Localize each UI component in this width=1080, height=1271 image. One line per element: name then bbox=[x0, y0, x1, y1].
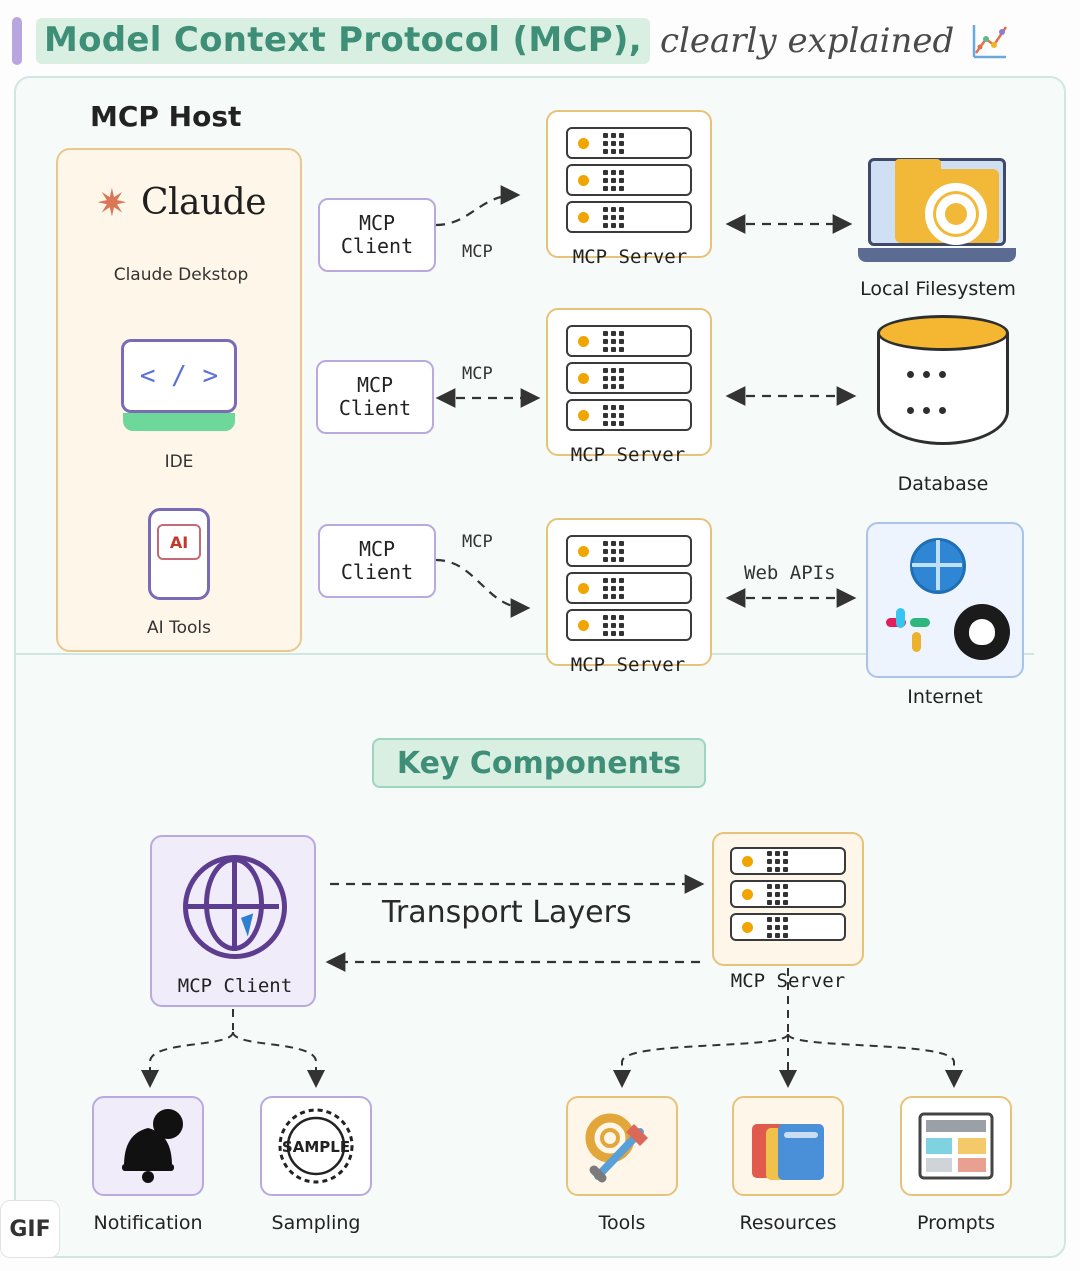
mcp-server-2-label: MCP Server bbox=[570, 444, 686, 466]
server-rack-row bbox=[566, 399, 692, 431]
server-rack-row bbox=[566, 609, 692, 641]
mcp-client-2-line1: MCP bbox=[356, 373, 394, 397]
mcp-client-1-line1: MCP bbox=[358, 211, 396, 235]
mcp-client-2-line2: Client bbox=[338, 396, 412, 420]
github-icon bbox=[954, 604, 1010, 660]
internet-icon-group bbox=[866, 522, 1024, 678]
mcp-client-3-line2: Client bbox=[340, 560, 414, 584]
ai-tools-label: AI Tools bbox=[147, 618, 211, 638]
mcp-server-big-label: MCP Server bbox=[730, 970, 846, 992]
database-label: Database bbox=[897, 473, 989, 495]
server-rack-row bbox=[566, 201, 692, 233]
mcp-label-1: MCP bbox=[462, 242, 493, 262]
server-rack-row bbox=[730, 913, 846, 941]
mcp-label-3: MCP bbox=[462, 532, 493, 552]
local-filesystem-label: Local Filesystem bbox=[860, 278, 1016, 300]
globe-ellipse bbox=[204, 857, 264, 951]
server-rack-row bbox=[730, 847, 846, 875]
mcp-client-3[interactable] bbox=[318, 524, 436, 598]
db-top bbox=[877, 315, 1009, 351]
tools-card[interactable] bbox=[566, 1096, 678, 1196]
server-rack-row bbox=[566, 535, 692, 567]
title-rest: clearly explained bbox=[660, 21, 955, 61]
mcp-server-big[interactable] bbox=[712, 832, 864, 966]
server-rack-row bbox=[566, 572, 692, 604]
gif-badge: GIF bbox=[0, 1200, 60, 1258]
mcp-client-big[interactable] bbox=[150, 835, 316, 1007]
slack-icon bbox=[884, 606, 936, 658]
mcp-server-3-label: MCP Server bbox=[570, 654, 686, 676]
mcp-client-2[interactable] bbox=[316, 360, 434, 434]
mcp-server-1-label: MCP Server bbox=[572, 246, 688, 268]
prompts-card[interactable] bbox=[900, 1096, 1012, 1196]
mcp-client-3-line1: MCP bbox=[358, 537, 396, 561]
folders-icon bbox=[734, 1098, 842, 1194]
db-dots bbox=[907, 407, 946, 414]
ai-glyph: AI bbox=[157, 524, 201, 560]
internet-label: Internet bbox=[907, 686, 983, 708]
transport-layers-label: Transport Layers bbox=[382, 895, 632, 930]
bell-icon bbox=[94, 1098, 202, 1194]
mcp-client-1-line2: Client bbox=[340, 234, 414, 258]
stamp-icon bbox=[262, 1098, 370, 1194]
tools-label: Tools bbox=[598, 1212, 646, 1234]
prompts-label: Prompts bbox=[916, 1212, 996, 1234]
laptop-screen bbox=[868, 158, 1006, 246]
mcp-label-2: MCP bbox=[462, 364, 493, 384]
mcp-client-big-label: MCP Client bbox=[177, 975, 293, 997]
ide-base bbox=[123, 413, 235, 431]
server-rack-row bbox=[566, 362, 692, 394]
mcp-server-3[interactable] bbox=[546, 518, 712, 666]
ai-tools-icon bbox=[148, 508, 210, 600]
tools-icon bbox=[568, 1098, 676, 1194]
database-icon bbox=[877, 315, 1009, 463]
notification-card[interactable] bbox=[92, 1096, 204, 1196]
db-dots bbox=[907, 371, 946, 378]
sampling-card[interactable] bbox=[260, 1096, 372, 1196]
server-rack-row bbox=[566, 164, 692, 196]
mcp-server-2[interactable] bbox=[546, 308, 712, 456]
local-filesystem-icon bbox=[858, 158, 1016, 270]
server-rack-row bbox=[566, 325, 692, 357]
laptop-base bbox=[858, 248, 1016, 262]
ide-screen-glyph: < / > bbox=[121, 339, 237, 413]
claude-wordmark: Claude bbox=[140, 182, 266, 223]
page-title bbox=[0, 8, 1080, 74]
ide-icon bbox=[121, 339, 237, 431]
notification-label: Notification bbox=[93, 1212, 203, 1234]
mcp-host-title: MCP Host bbox=[90, 100, 242, 133]
claude-desktop-label: Claude Dekstop bbox=[113, 265, 249, 285]
chart-doodle-icon bbox=[968, 19, 1012, 63]
claude-asterisk-icon: ✷ bbox=[96, 180, 128, 225]
server-rack-row bbox=[566, 127, 692, 159]
resources-card[interactable] bbox=[732, 1096, 844, 1196]
title-accent-bar bbox=[12, 17, 22, 65]
title-highlight: Model Context Protocol (MCP), bbox=[36, 18, 650, 64]
folder-icon bbox=[895, 169, 999, 243]
web-apis-label: Web APIs bbox=[744, 562, 836, 584]
globe-big-icon bbox=[183, 855, 287, 959]
mcp-client-1[interactable] bbox=[318, 198, 436, 272]
claude-logo-row bbox=[58, 182, 304, 223]
globe-icon bbox=[910, 538, 966, 594]
sampling-label: Sampling bbox=[271, 1212, 361, 1234]
svg-text:SAMPLE: SAMPLE bbox=[281, 1138, 351, 1156]
key-components-heading: Key Components bbox=[372, 738, 706, 788]
mcp-server-1[interactable] bbox=[546, 110, 712, 258]
resources-label: Resources bbox=[739, 1212, 837, 1234]
layout-icon bbox=[902, 1098, 1010, 1194]
gear-icon bbox=[925, 183, 987, 245]
server-rack-row bbox=[730, 880, 846, 908]
ide-label: IDE bbox=[164, 452, 194, 472]
